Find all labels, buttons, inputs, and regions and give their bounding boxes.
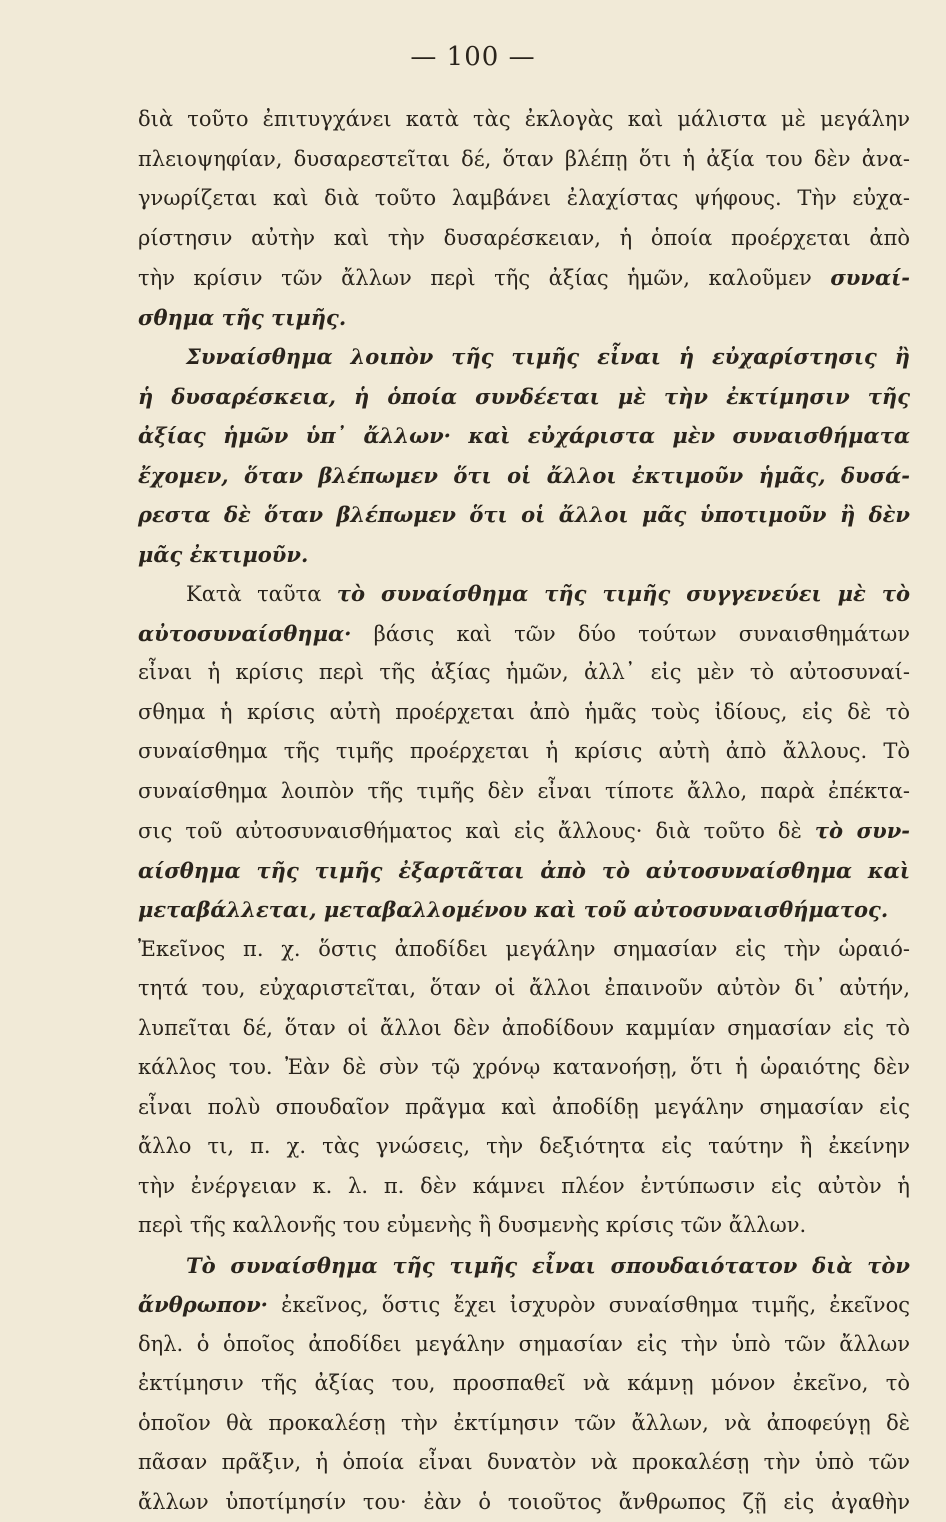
text-line: ἐκτίμησιν τῆς ἀξίας του, προσπαθεῖ νὰ κάμνῃ μόνον ἐκεῖνο, τὸ bbox=[138, 1364, 910, 1404]
text-span: τὴν κρίσιν τῶν ἄλλων περὶ τῆς ἀξίας ἡμῶν, καλοῦμεν bbox=[138, 266, 812, 290]
text-line bbox=[138, 258, 910, 298]
text-line: αίσθημα τῆς τιμῆς ἐξαρτᾶται ἀπὸ τὸ αὐτοσυναίσθημα καὶ bbox=[138, 851, 910, 891]
text-line bbox=[138, 614, 910, 654]
text-line bbox=[138, 811, 910, 851]
text-line: γνωρίζεται καὶ διὰ τοῦτο λαμβάνει ἐλαχίστας ψήφους. Τὴν εὐχα- bbox=[138, 179, 910, 219]
text-line: ρεστα δὲ ὅταν βλέπωμεν ὅτι οἱ ἄλλοι μᾶς ὑποτιμοῦν ἢ δὲν bbox=[138, 495, 910, 535]
text-line: Ἐκεῖνος π. χ. ὅστις ἀποδίδει μεγάλην σημασίαν εἰς τὴν ὡραιό- bbox=[138, 930, 910, 970]
text-line: λυπεῖται δέ, ὅταν οἱ ἄλλοι δὲν ἀποδίδουν καμμίαν σημασίαν εἰς τὸ bbox=[138, 1009, 910, 1049]
text-line: πλειοψηφίαν, δυσαρεστεῖται δέ, ὅταν βλέπῃ ὅτι ἡ ἀξία του δὲν ἀνα- bbox=[138, 140, 910, 180]
text-line bbox=[138, 574, 910, 614]
text-line: εἶναι πολὺ σπουδαῖον πρᾶγμα καὶ ἀποδίδῃ μεγάλην σημασίαν εἰς bbox=[138, 1088, 910, 1128]
text-line: ἡ δυσαρέσκεια, ἡ ὁποία συνδέεται μὲ τὴν ἐκτίμησιν τῆς bbox=[138, 377, 910, 417]
text-line: τὴν ἐνέργειαν κ. λ. π. δὲν κάμνει πλέον ἐντύπωσιν εἰς αὐτὸν ἡ bbox=[138, 1167, 910, 1207]
text-line: σθημα ἡ κρίσις αὐτὴ προέρχεται ἀπὸ ἡμᾶς τοὺς ἰδίους, εἰς δὲ τὸ bbox=[138, 693, 910, 733]
text-line: Συναίσθημα λοιπὸν τῆς τιμῆς εἶναι ἡ εὐχαρίστησις ἢ bbox=[138, 337, 910, 377]
text-line: περὶ τῆς καλλονῆς του εὐμενὴς ἢ δυσμενὴς κρίσις τῶν ἄλλων. bbox=[138, 1206, 910, 1246]
emphasis-text: συναί- bbox=[830, 265, 910, 290]
text-line: συναίσθημα τῆς τιμῆς προέρχεται ἡ κρίσις αὐτὴ ἀπὸ ἄλλους. Τὸ bbox=[138, 732, 910, 772]
text-line: ρίστησιν αὐτὴν καὶ τὴν δυσαρέσκειαν, ἡ ὁποία προέρχεται ἀπὸ bbox=[138, 219, 910, 259]
emphasis-text: αὐτοσυναίσθημα· bbox=[138, 621, 351, 646]
text-line: τητά του, εὐχαριστεῖται, ὅταν οἱ ἄλλοι ἐπαινοῦν αὐτὸν δι᾿ αὐτήν, bbox=[138, 969, 910, 1009]
text-line: μεταβάλλεται, μεταβαλλομένου καὶ τοῦ αὐτοσυναισθήματος. bbox=[138, 890, 910, 930]
text-line: σθημα τῆς τιμῆς. bbox=[138, 298, 910, 338]
text-line: συναίσθημα λοιπὸν τῆς τιμῆς δὲν εἶναι τίποτε ἄλλο, παρὰ ἐπέκτα- bbox=[138, 772, 910, 812]
text-line: πᾶσαν πρᾶξιν, ἡ ὁποία εἶναι δυνατὸν νὰ προκαλέσῃ τὴν ὑπὸ τῶν bbox=[138, 1443, 910, 1483]
text-span: Κατὰ ταῦτα bbox=[186, 582, 321, 606]
text-span: ἐκεῖνος, ὅστις ἔχει ἰσχυρὸν συναίσθημα τιμῆς, ἐκεῖνος bbox=[281, 1293, 910, 1317]
text-span: σις τοῦ αὐτοσυναισθήματος καὶ εἰς ἄλλους· διὰ τοῦτο δὲ bbox=[138, 819, 802, 843]
page-number: — 100 — bbox=[0, 42, 946, 72]
emphasis-text: τὸ συν- bbox=[815, 818, 910, 843]
text-line: ἄλλο τι, π. χ. τὰς γνώσεις, τὴν δεξιότητα εἰς ταύτην ἢ ἐκείνην bbox=[138, 1127, 910, 1167]
text-line: κάλλος του. Ἐὰν δὲ σὺν τῷ χρόνῳ κατανοήσῃ, ὅτι ἡ ὡραιότης δὲν bbox=[138, 1048, 910, 1088]
text-line: Τὸ συναίσθημα τῆς τιμῆς εἶναι σπουδαιότατον διὰ τὸν bbox=[138, 1246, 910, 1286]
text-line: διὰ τοῦτο ἐπιτυγχάνει κατὰ τὰς ἐκλογὰς καὶ μάλιστα μὲ μεγάλην bbox=[138, 100, 910, 140]
text-line: εἶναι ἡ κρίσις περὶ τῆς ἀξίας ἡμῶν, ἀλλ᾿ εἰς μὲν τὸ αὐτοσυναί- bbox=[138, 653, 910, 693]
text-line: ἄλλων ὑποτίμησίν του· ἐὰν ὁ τοιοῦτος ἄνθρωπος ζῇ εἰς ἀγαθὴν bbox=[138, 1483, 910, 1522]
text-line bbox=[138, 1285, 910, 1325]
emphasis-text: τὸ συναίσθημα τῆς τιμῆς συγγενεύει μὲ τὸ bbox=[337, 581, 910, 606]
body-text bbox=[138, 100, 910, 1522]
text-line: ὁποῖον θὰ προκαλέσῃ τὴν ἐκτίμησιν τῶν ἄλλων, νὰ ἀποφεύγῃ δὲ bbox=[138, 1404, 910, 1444]
text-line: δηλ. ὁ ὁποῖος ἀποδίδει μεγάλην σημασίαν εἰς τὴν ὑπὸ τῶν ἄλλων bbox=[138, 1325, 910, 1365]
text-span: βάσις καὶ τῶν δύο τούτων συναισθημάτων bbox=[374, 622, 910, 646]
emphasis-text: ἄνθρωπον· bbox=[138, 1292, 268, 1317]
text-line: ἔχομεν, ὅταν βλέπωμεν ὅτι οἱ ἄλλοι ἐκτιμοῦν ἡμᾶς, δυσά- bbox=[138, 456, 910, 496]
text-line: μᾶς ἐκτιμοῦν. bbox=[138, 535, 910, 575]
text-line: ἀξίας ἡμῶν ὑπ᾿ ἄλλων· καὶ εὐχάριστα μὲν συναισθήματα bbox=[138, 416, 910, 456]
